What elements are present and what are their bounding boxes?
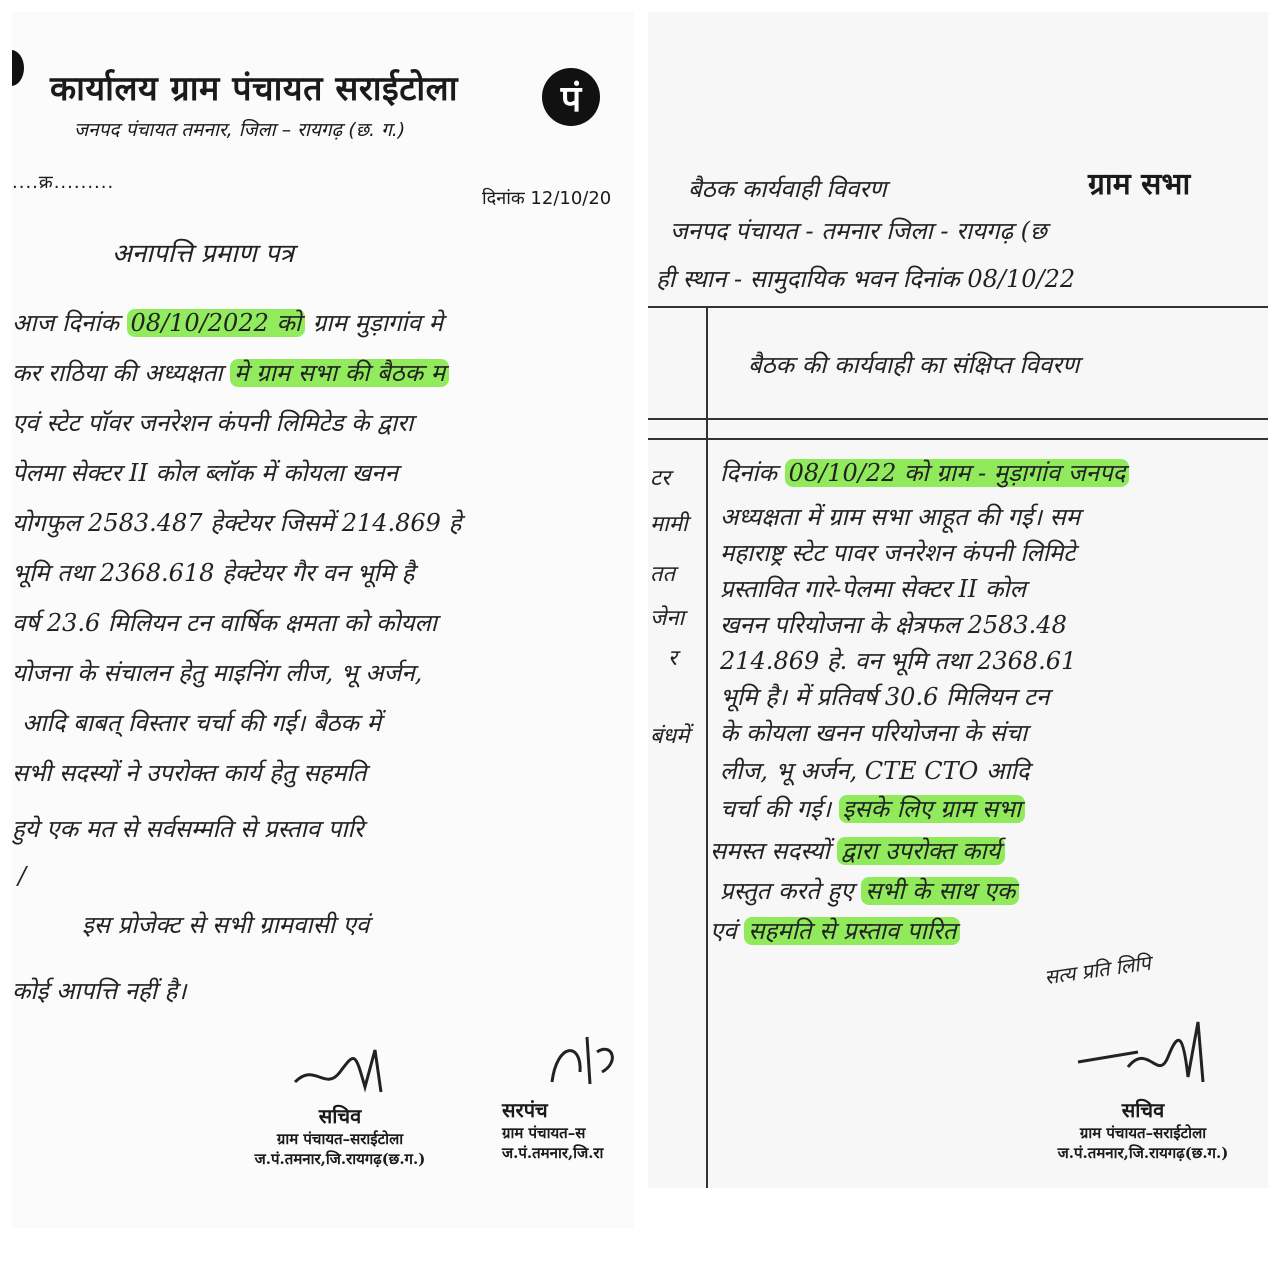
meeting-minutes-page xyxy=(648,12,1268,1188)
minutes-location-line: जनपद पंचायत - तमनार जिला - रायगढ़ (छ xyxy=(670,217,1047,245)
minutes-venue-line: ही स्थान - सामुदायिक भवन दिनांक 08/10/22 xyxy=(656,265,1076,293)
minutes-line: प्रस्तावित गारे-पेलमा सेक्टर II कोल xyxy=(720,575,1026,603)
panchayat-logo-icon: पं xyxy=(542,68,600,126)
body-line: भूमि तथा 2368.618 हेक्टेयर गैर वन भूमि है xyxy=(12,559,415,587)
gram-sabha-title: ग्राम सभा xyxy=(1088,167,1191,202)
minutes-secretary-address: ज.पं.तमनार,जि.रायगढ़(छ.ग.) xyxy=(1057,1144,1229,1162)
table-border-col xyxy=(706,308,708,1188)
left-column-fragment: मामी xyxy=(650,512,688,537)
minutes-line: अध्यक्षता में ग्राम सभा आहूत की गई। सम xyxy=(720,503,1081,531)
punch-hole-mark xyxy=(12,50,24,86)
sarpanch-signature-icon xyxy=(502,1022,622,1092)
minutes-line: प्रस्तुत करते हुए सभी के साथ एक xyxy=(720,874,1019,907)
left-column-fragment: र xyxy=(668,646,677,671)
secretary-role: सचिव xyxy=(318,1104,362,1128)
minutes-header: बैठक कार्यवाही विवरण xyxy=(688,175,887,203)
body-line: कर राठिया की अध्यक्षता मे ग्राम सभा की बैठक म xyxy=(12,356,449,389)
left-column-fragment: जेना xyxy=(650,606,685,631)
table-heading: बैठक की कार्यवाही का संक्षिप्त विवरण xyxy=(748,351,1080,379)
noc-letter-page xyxy=(12,12,634,1228)
body-line: सभी सदस्यों ने उपरोक्त कार्य हेतु सहमति xyxy=(12,759,367,787)
reference-number: ....क्र......... xyxy=(12,172,115,193)
minutes-line: खनन परियोजना के क्षेत्रफल 2583.48 xyxy=(720,611,1067,639)
minutes-line: दिनांक 08/10/22 को ग्राम - मुड़ागांव जनपद xyxy=(720,456,1129,489)
minutes-line: महाराष्ट्र स्टेट पावर जनरेशन कंपनी लिमिटे xyxy=(720,539,1076,567)
sarpanch-address: ज.पं.तमनार,जि.रा xyxy=(502,1144,604,1162)
minutes-line: के कोयला खनन परियोजना के संचा xyxy=(720,719,1028,747)
sarpanch-signature-block xyxy=(502,1022,634,1163)
body-line: आज दिनांक 08/10/2022 को ग्राम मुड़ागांव मे xyxy=(12,309,443,337)
secretary-signature-block xyxy=(240,1042,440,1169)
minutes-secretary-signature-block xyxy=(1018,1012,1268,1163)
panel-divider xyxy=(640,0,644,1280)
letter-date: दिनांक 12/10/20 xyxy=(482,188,612,209)
table-border-top xyxy=(648,306,1268,308)
secretary-org: ग्राम पंचायत–सराईटोला xyxy=(276,1130,404,1148)
office-title: कार्यालय ग्राम पंचायत सराईटोला xyxy=(50,69,459,109)
body-line: योगफुल 2583.487 हेक्टेयर जिसमें 214.869 हे xyxy=(12,509,462,537)
minutes-secretary-org: ग्राम पंचायत–सराईटोला xyxy=(1079,1124,1207,1142)
office-subtitle: जनपद पंचायत तमनार, जिला – रायगढ़ (छ. ग.) xyxy=(74,119,406,141)
minutes-secretary-role: सचिव xyxy=(1121,1098,1165,1122)
minutes-line: एवं सहमति से प्रस्ताव पारित xyxy=(710,914,960,947)
left-column-fragment: बंधमें xyxy=(650,724,690,749)
left-column-fragment: तत xyxy=(650,562,676,587)
minutes-line: भूमि है। में प्रतिवर्ष 30.6 मिलियन टन xyxy=(720,683,1050,711)
left-column-fragment: टर xyxy=(650,466,671,491)
body-line: एवं स्टेट पॉवर जनरेशन कंपनी लिमिटेड के द्वारा xyxy=(12,409,414,437)
sarpanch-org: ग्राम पंचायत–स xyxy=(502,1124,586,1142)
body-line: कोई आपत्ति नहीं है। xyxy=(12,977,187,1005)
minutes-secretary-signature-icon xyxy=(1068,1012,1218,1092)
body-line: इस प्रोजेक्ट से सभी ग्रामवासी एवं xyxy=(82,911,370,939)
attestation-note: सत्य प्रति लिपि xyxy=(1042,950,1153,990)
minutes-line: 214.869 हे. वन भूमि तथा 2368.61 xyxy=(720,647,1077,675)
sarpanch-role: सरपंच xyxy=(502,1098,548,1122)
body-line: / xyxy=(18,862,27,890)
table-border-header xyxy=(648,418,1268,420)
body-line: वर्ष 23.6 मिलियन टन वार्षिक क्षमता को कोयला xyxy=(12,609,438,637)
secretary-address: ज.पं.तमनार,जि.रायगढ़(छ.ग.) xyxy=(254,1150,426,1168)
body-line: हुये एक मत से सर्वसम्मति से प्रस्ताव पारि xyxy=(12,815,364,843)
minutes-line: लीज, भू अर्जन, CTE CTO आदि xyxy=(720,757,1030,785)
minutes-line: चर्चा की गई। इसके लिए ग्राम सभा xyxy=(720,792,1025,825)
body-line: पेलमा सेक्टर II कोल ब्लॉक में कोयला खनन xyxy=(12,459,398,487)
minutes-line: समस्त सदस्यों द्वारा उपरोक्त कार्य xyxy=(710,834,1005,867)
letter-heading: अनापत्ति प्रमाण पत्र xyxy=(112,239,295,269)
table-border-header-2 xyxy=(648,438,1268,440)
secretary-signature-icon xyxy=(285,1042,395,1098)
body-line: आदि बाबत् विस्तार चर्चा की गई। बैठक में xyxy=(22,709,381,737)
body-line: योजना के संचालन हेतु माइनिंग लीज, भू अर्जन, xyxy=(12,659,423,687)
